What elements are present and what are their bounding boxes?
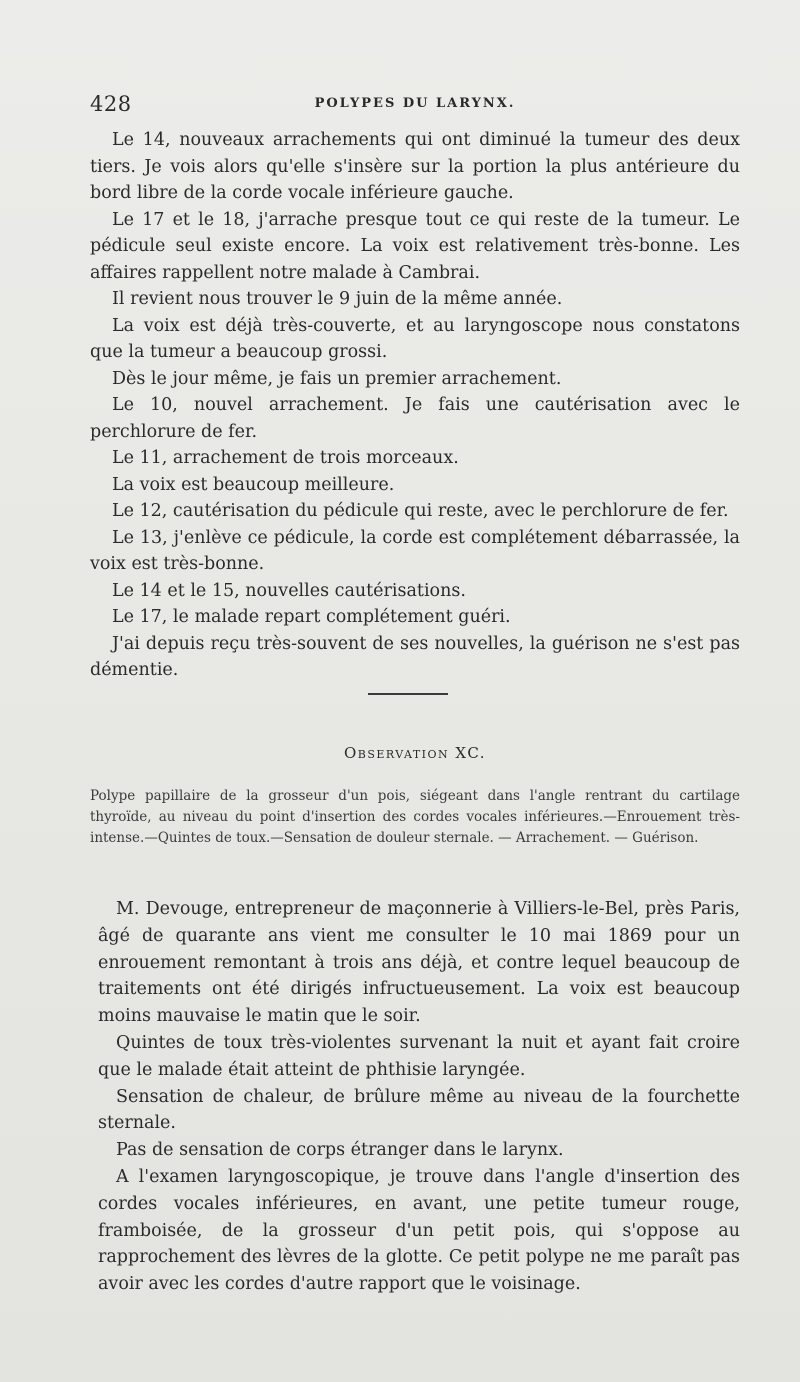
paragraph: Le 17 et le 18, j'arrache presque tout ce qui reste de la tumeur. Le pédicule seul existe encore. La voix est relativement très-bonne. Les affaires rappellent notre malade à Cambrai.: [90, 209, 740, 283]
section-divider: [368, 693, 448, 695]
paragraph: Dès le jour même, je fais un premier arrachement.: [112, 368, 562, 389]
paragraph: M. Devouge, entrepreneur de maçonnerie à Villiers-le-Bel, près Paris, âgé de quarante ans vient me consulter le 10 mai 1869 pour un enrouement remontant à trois ans déjà, et contre lequel beaucoup de traitements ont été dirigés infructueusement. La voix est beaucoup moins mauvaise le matin que le soir.: [98, 899, 740, 1027]
paragraph: J'ai depuis reçu très-souvent de ses nouvelles, la guérison ne s'est pas démentie.: [90, 633, 740, 680]
summary-text: Polype papillaire de la grosseur d'un pois, siégeant dans l'angle rentrant du cartilage thyroïde, au niveau du point d'insertion des cordes vocales inférieures.—Enrouement très-intense.—Quintes de toux.—Sensation de douleur sternale. — Arrachement. — Guérison.: [90, 788, 740, 846]
paragraph: Le 10, nouvel arrachement. Je fais une cautérisation avec le perchlorure de fer.: [90, 395, 740, 442]
paragraph: Il revient nous trouver le 9 juin de la même année.: [112, 289, 563, 309]
paragraph: Pas de sensation de corps étranger dans le larynx.: [116, 1140, 564, 1161]
paragraph: La voix est beaucoup meilleure.: [112, 474, 395, 495]
paragraph: Le 14 et le 15, nouvelles cautérisations.: [112, 580, 466, 601]
paragraph: A l'examen laryngoscopique, je trouve dans l'angle d'insertion des cordes vocales inférieures, en avant, une petite tumeur rouge, framboisée, de la grosseur d'un petit pois, qui s'oppose au rapprochement des lèvres de la glotte. Ce petit polype ne me paraît pas avoir avec les cordes d'autre rapport que le voisinage.: [98, 1166, 740, 1295]
continued-observation-text: [90, 127, 740, 684]
paragraph: Sensation de chaleur, de brûlure même au niveau de la fourchette sternale.: [98, 1086, 740, 1134]
running-title: POLYPES DU LARYNX.: [314, 96, 516, 111]
paragraph: La voix est déjà très-couverte, et au laryngoscope nous constatons que la tumeur a beaucoup grossi.: [90, 315, 740, 362]
page-number: 428: [90, 92, 132, 116]
paragraph: Le 14, nouveaux arrachements qui ont diminué la tumeur des deux tiers. Je vois alors qu'elle s'insère sur la portion la plus antérieure du bord libre de la corde vocale inférieure gauche.: [90, 130, 740, 203]
paragraph: Le 13, j'enlève ce pédicule, la corde est complétement débarrassée, la voix est très-bonne.: [90, 527, 740, 574]
paragraph: Quintes de toux très-violentes survenant la nuit et ayant fait croire que le malade était atteint de phthisie laryngée.: [98, 1032, 740, 1080]
paragraph: Le 17, le malade repart complétement guéri.: [112, 607, 511, 627]
paragraph: Le 11, arrachement de trois morceaux.: [112, 448, 459, 468]
page-header: [90, 92, 740, 122]
observation-summary: [90, 786, 740, 849]
observation-body: [98, 896, 740, 1298]
paragraph: Le 12, cautérisation du pédicule qui reste, avec le perchlorure de fer.: [112, 501, 729, 521]
observation-title: Observation XC.: [343, 744, 487, 762]
